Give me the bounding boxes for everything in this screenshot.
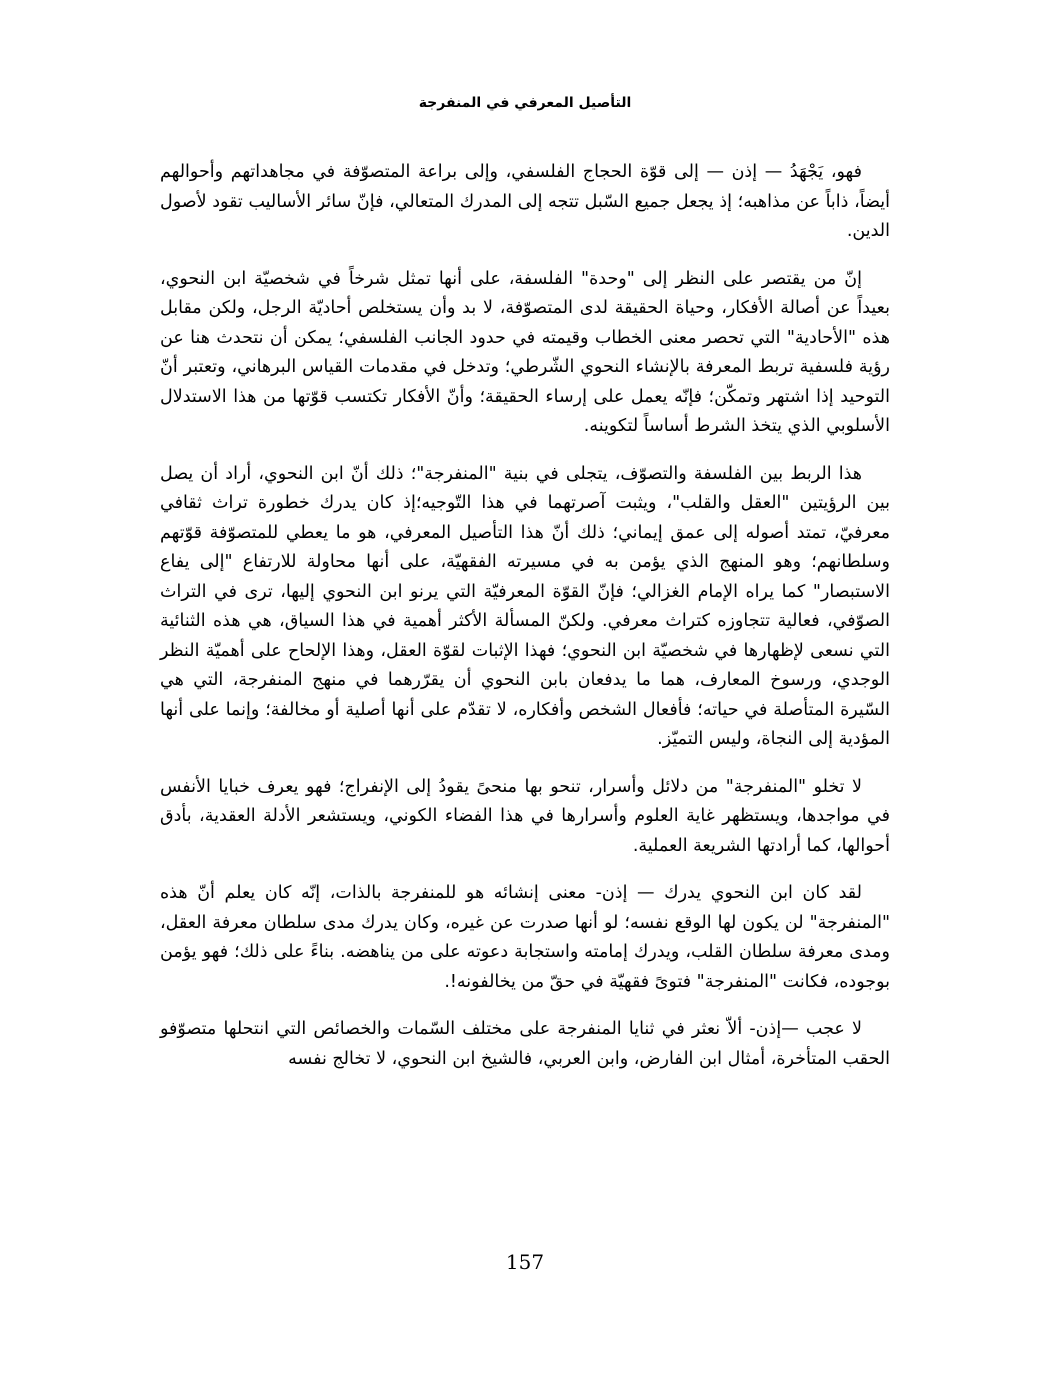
paragraph-6: لا عجب —إذن- ألاّ نعثر في ثنايا المنفرجة على مختلف السّمات والخصائص التي انتحلها متصوّفو الحقب المتأخرة، أمثال ابن الفارض، وابن العربي، فالشيخ ابن النحوي، لا تخالج نفسه <box>160 1019 890 1069</box>
paragraph-3: هذا الربط بين الفلسفة والتصوّف، يتجلى في بنية "المنفرجة"؛ ذلك أنّ ابن النحوي، أراد أن يصل بين الرؤيتين "العقل والقلب"، ويثبت آصرتهما في هذا التّوجيه؛إذ كان يدرك خطورة تراث ثقافي معرفيّ، تمتد أصوله إلى عمق إيماني؛ ذلك أنّ هذا التأصيل المعرفي، هو ما يعطي للمتصوّفة قوّتهم وسلطانهم؛ وهو المنهج الذي يؤمن به في مسيرته الفقهيّة، على أنها محاولة للارتفاع "إلى يفاع الاستبصار" كما يراه الإمام الغزالي؛ فإنّ القوّة المعرفيّة التي يرنو ابن النحوي إليها، ترى في التراث الصوّفي، فعالية تتجاوزه كتراث معرفي. ولكنّ المسألة الأكثر أهمية في هذا السياق، هي هذه الثنائية التي نسعى لإظهارها في شخصيّة ابن النحوي؛ فهذا الإثبات لقوّة العقل، وهذا الإلحاح على أهميّة النظر الوجدي، ورسوخ المعارف، هما ما يدفعان بابن النحوي أن يقرّرهما في منهج المنفرجة، التي هي السّيرة المتأصلة في حياته؛ فأفعال الشخص وأفكاره، لا تقدّم على أنها أصلية أو مخالفة؛ وإنما على أنها المؤدية إلى النجاة، وليس التميّز. <box>160 463 890 749</box>
body-text <box>160 158 890 1092</box>
paragraph-1: فهو، يَجْهَدُ — إذن — إلى قوّة الحجاج الفلسفي، وإلى براعة المتصوّفة في مجاهداتهم وأحوالهم أيضاً، ذاباً عن مذاهبه؛ إذ يجعل جميع السّبل تتجه إلى المدرك المتعالي، فإنّ سائر الأساليب تقود لأصول الدين. <box>160 162 890 241</box>
running-header: التأصيل المعرفي في المنفرجة <box>418 95 632 111</box>
paragraph-2: إنّ من يقتصر على النظر إلى "وحدة" الفلسفة، على أنها تمثل شرخاً في شخصيّة ابن النحوي، بعيداً عن أصالة الأفكار، وحياة الحقيقة لدى المتصوّفة، لا بد وأن يستخلص أحاديّة الرجل، ولكن مقابل هذه "الأحادية" التي تحصر معنى الخطاب وقيمته في حدود الجانب الفلسفي؛ يمكن أن نتحدث هنا عن رؤية فلسفية تربط المعرفة بالإنشاء النحوي الشّرطي؛ وتدخل في مقدمات القياس البرهاني، وتعتبر أنّ التوحيد إذا اشتهر وتمكّن؛ فإنّه يعمل على إرساء الحقيقة؛ وأنّ الأفكار تكتسب قوّتها من هذا الاستدلال الأسلوبي الذي يتخذ الشرط أساساً لتكوينه. <box>160 268 890 436</box>
paragraph-4: لا تخلو "المنفرجة" من دلائل وأسرار، تنحو بها منحىً يقودُ إلى الإنفراج؛ فهو يعرف خبايا الأنفس في مواجدها، ويستظهر غاية العلوم وأسرارها في هذا الفضاء الكوني، ويستشعر الأدلة العقدية، بأدق أحوالها، كما أرادتها الشريعة العملية. <box>160 776 890 856</box>
page-number: 157 <box>505 1250 545 1274</box>
paragraph-5: لقد كان ابن النحوي يدرك — إذن- معنى إنشائه هو للمنفرجة بالذات، إنّه كان يعلم أنّ هذه "المنفرجة" لن يكون لها الوقع نفسه؛ لو أنها صدرت عن غيره، وكان يدرك مدى سلطان معرفة العقل، ومدى معرفة سلطان القلب، ويدرك إمامته واستجابة دعوته على من يناهضه. بناءً على ذلك؛ فهو يؤمن بوجوده، فكانت "المنفرجة" فتوىً فقهيّة في حقّ من يخالفونه!. <box>160 883 890 992</box>
